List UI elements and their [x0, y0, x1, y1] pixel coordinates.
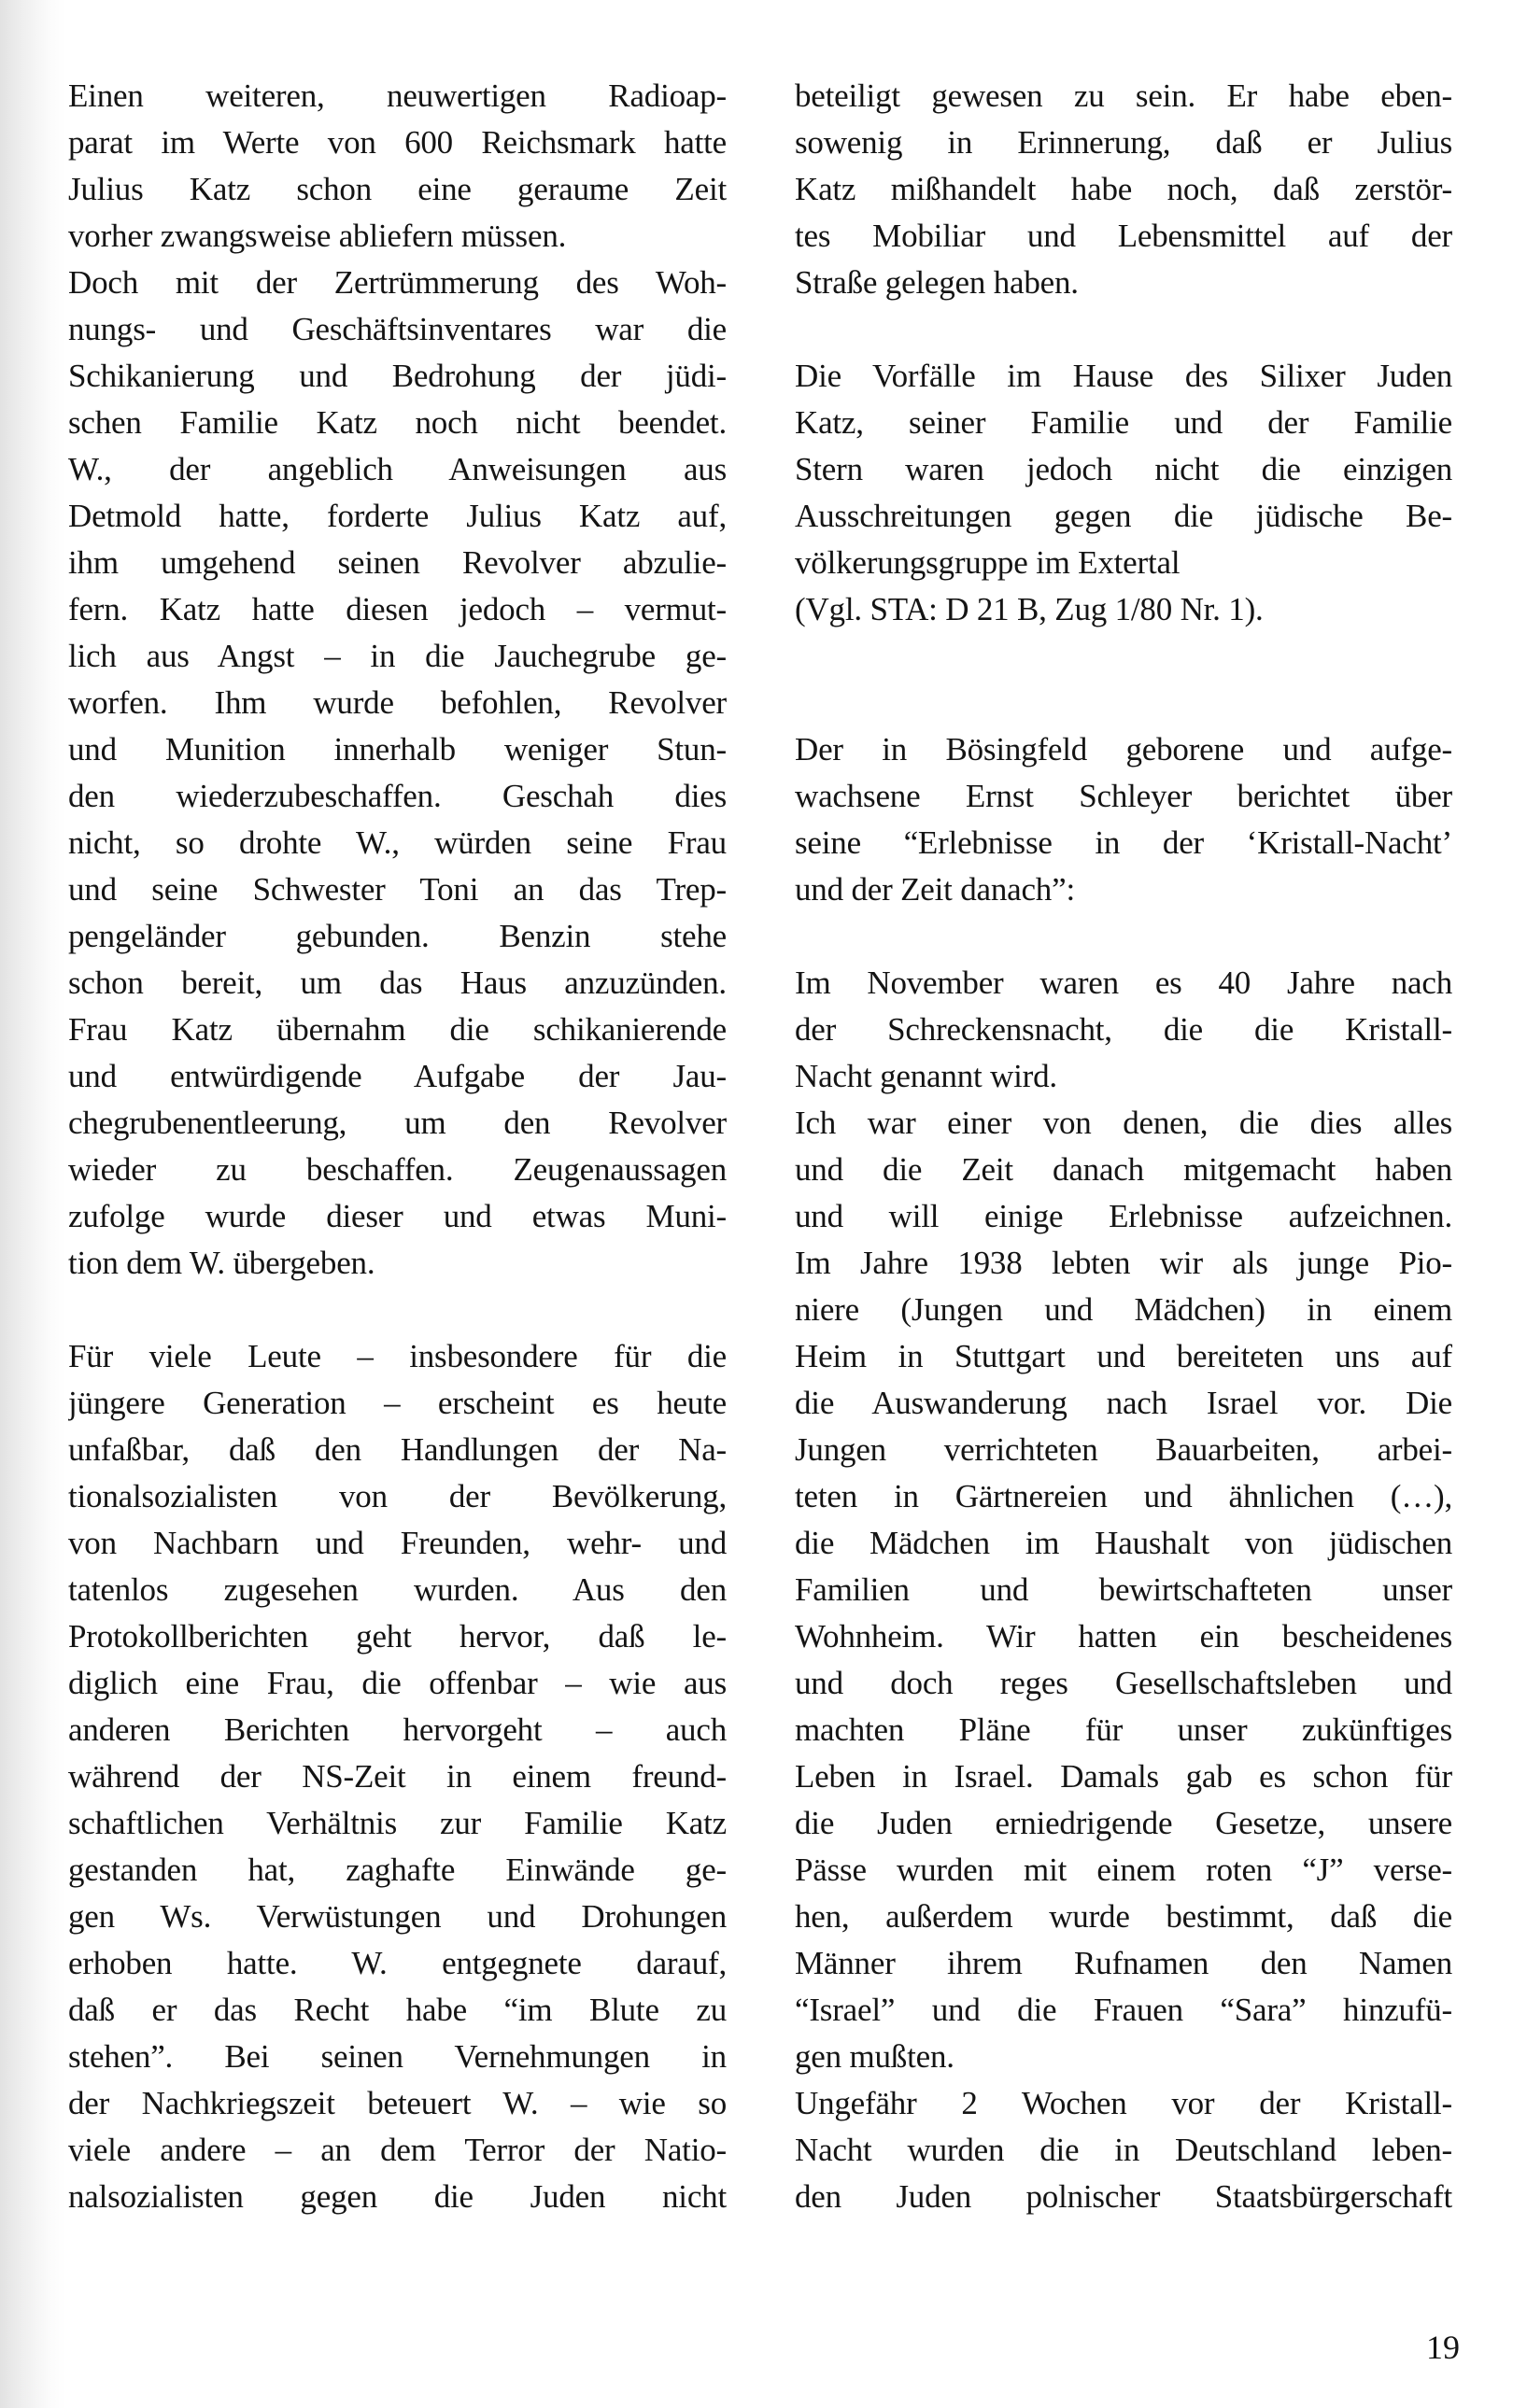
text-line: der Schreckensnacht, die die Kristall- [795, 1011, 1452, 1048]
text-line: machten Pläne für unser zukünftiges [795, 1711, 1452, 1748]
text-line: Leben in Israel. Damals gab es schon für [795, 1758, 1452, 1795]
text-line: Protokollberichten geht hervor, daß le- [68, 1618, 727, 1655]
text-line: der Nachkriegszeit beteuert W. – wie so [68, 2085, 727, 2121]
text-line: Einen weiteren, neuwertigen Radioap- [68, 77, 727, 114]
text-line: Im Jahre 1938 lebten wir als junge Pio- [795, 1245, 1452, 1281]
text-line: schaftlichen Verhältnis zur Familie Katz [68, 1805, 727, 1841]
text-line: jüngere Generation – erscheint es heute [68, 1385, 727, 1421]
text-line: Familien und bewirtschafteten unser [795, 1571, 1452, 1608]
text-line: erhoben hatte. W. entgegnete darauf, [68, 1945, 727, 1981]
text-line: Straße gelegen haben. [795, 264, 1079, 301]
text-line: tionalsozialisten von der Bevölkerung, [68, 1478, 727, 1514]
text-line: die Auswanderung nach Israel vor. Die [795, 1385, 1452, 1421]
text-line: völkerungsgruppe im Extertal [795, 544, 1181, 581]
text-line: nungs- und Geschäftsinventares war die [68, 311, 727, 347]
text-line: chegrubenentleerung, um den Revolver [68, 1105, 727, 1141]
text-line: diglich eine Frau, die offenbar – wie aus [68, 1665, 727, 1701]
text-line: Schikanierung und Bedrohung der jüdi- [68, 358, 727, 394]
text-line: “Israel” und die Frauen “Sara” hinzufü- [795, 1992, 1452, 2028]
text-line: Jungen verrichteten Bauarbeiten, arbei- [795, 1431, 1452, 1468]
text-line: und seine Schwester Toni an das Trep- [68, 871, 727, 908]
text-line: Heim in Stuttgart und bereiteten uns auf [795, 1338, 1452, 1374]
text-line: Ich war einer von denen, die dies alles [795, 1105, 1452, 1141]
text-line: Die Vorfälle im Hause des Silixer Juden [795, 358, 1452, 394]
text-line: fern. Katz hatte diesen jedoch – vermut- [68, 591, 727, 627]
text-line: Detmold hatte, forderte Julius Katz auf, [68, 498, 727, 534]
text-line: vorher zwangsweise abliefern müssen. [68, 218, 567, 254]
text-line: gen Ws. Verwüstungen und Drohungen [68, 1898, 727, 1935]
text-line: wachsene Ernst Schleyer berichtet über [795, 778, 1452, 814]
text-line: Stern waren jedoch nicht die einzigen [795, 451, 1452, 487]
text-line: den wiederzubeschaffen. Geschah dies [68, 778, 727, 814]
text-line: nalsozialisten gegen die Juden nicht [68, 2178, 727, 2215]
text-line: anderen Berichten hervorgeht – auch [68, 1711, 727, 1748]
text-line: und entwürdigende Aufgabe der Jau- [68, 1058, 727, 1094]
text-line: seine “Erlebnisse in der ‘Kristall-Nacht’ [795, 824, 1452, 861]
text-line: ihm umgehend seinen Revolver abzulie- [68, 544, 727, 581]
scan-gutter-shadow [0, 0, 65, 2408]
text-line: und der Zeit danach”: [795, 871, 1075, 908]
text-line: tion dem W. übergeben. [68, 1245, 375, 1281]
text-line: Doch mit der Zertrümmerung des Woh- [68, 264, 727, 301]
text-line: und doch reges Gesellschaftsleben und [795, 1665, 1452, 1701]
text-line: Wohnheim. Wir hatten ein bescheidenes [795, 1618, 1452, 1655]
text-line: während der NS-Zeit in einem freund- [68, 1758, 727, 1795]
page-number: 19 [1426, 2329, 1460, 2366]
text-line: lich aus Angst – in die Jauchegrube ge- [68, 638, 727, 674]
text-line: hen, außerdem wurde bestimmt, daß die [795, 1898, 1452, 1935]
text-line: nicht, so drohte W., würden seine Frau [68, 824, 727, 861]
text-line: parat im Werte von 600 Reichsmark hatte [68, 124, 727, 161]
text-line: Frau Katz übernahm die schikanierende [68, 1011, 727, 1048]
text-line: Männer ihrem Rufnamen den Namen [795, 1945, 1452, 1981]
text-line: W., der angeblich Anweisungen aus [68, 451, 727, 487]
text-line: zufolge wurde dieser und etwas Muni- [68, 1198, 727, 1234]
text-line: daß er das Recht habe “im Blute zu [68, 1992, 727, 2028]
text-line: gen mußten. [795, 2038, 954, 2075]
text-line: Im November waren es 40 Jahre nach [795, 965, 1452, 1001]
text-line: den Juden polnischer Staatsbürgerschaft [795, 2178, 1452, 2215]
text-line: worfen. Ihm wurde befohlen, Revolver [68, 684, 727, 721]
text-line: tes Mobiliar und Lebensmittel auf der [795, 218, 1452, 254]
text-line: unfaßbar, daß den Handlungen der Na- [68, 1431, 727, 1468]
text-line: pengeländer gebunden. Benzin stehe [68, 918, 727, 954]
text-line: die Mädchen im Haushalt von jüdischen [795, 1525, 1452, 1561]
text-line: Nacht genannt wird. [795, 1058, 1057, 1094]
text-line: sowenig in Erinnerung, daß er Julius [795, 124, 1452, 161]
text-line: von Nachbarn und Freunden, wehr- und [68, 1525, 727, 1561]
text-line: Katz mißhandelt habe noch, daß zerstör- [795, 171, 1452, 207]
text-line: Der in Bösingfeld geborene und aufge- [795, 731, 1452, 767]
text-line: (Vgl. STA: D 21 B, Zug 1/80 Nr. 1). [795, 591, 1264, 627]
text-line: Für viele Leute – insbesondere für die [68, 1338, 727, 1374]
text-line: Nacht wurden die in Deutschland leben- [795, 2132, 1452, 2168]
text-line: und will einige Erlebnisse aufzeichnen. [795, 1198, 1452, 1234]
text-line: niere (Jungen und Mädchen) in einem [795, 1291, 1452, 1328]
text-line: viele andere – an dem Terror der Natio- [68, 2132, 727, 2168]
text-line: gestanden hat, zaghafte Einwände ge- [68, 1852, 727, 1888]
text-line: beteiligt gewesen zu sein. Er habe eben- [795, 77, 1452, 114]
text-line: schen Familie Katz noch nicht beendet. [68, 404, 727, 441]
text-line: Pässe wurden mit einem roten “J” verse- [795, 1852, 1452, 1888]
text-line: Ausschreitungen gegen die jüdische Be- [795, 498, 1452, 534]
text-line: die Juden erniedrigende Gesetze, unsere [795, 1805, 1452, 1841]
text-line: Ungefähr 2 Wochen vor der Kristall- [795, 2085, 1452, 2121]
text-line: und die Zeit danach mitgemacht haben [795, 1151, 1452, 1188]
text-line: tatenlos zugesehen wurden. Aus den [68, 1571, 727, 1608]
text-line: Julius Katz schon eine geraume Zeit [68, 171, 727, 207]
text-line: schon bereit, um das Haus anzuzünden. [68, 965, 727, 1001]
text-line: und Munition innerhalb weniger Stun- [68, 731, 727, 767]
text-line: wieder zu beschaffen. Zeugenaussagen [68, 1151, 727, 1188]
text-line: Katz, seiner Familie und der Familie [795, 404, 1452, 441]
text-line: stehen”. Bei seinen Vernehmungen in [68, 2038, 727, 2075]
text-line: teten in Gärtnereien und ähnlichen (…), [795, 1478, 1452, 1514]
